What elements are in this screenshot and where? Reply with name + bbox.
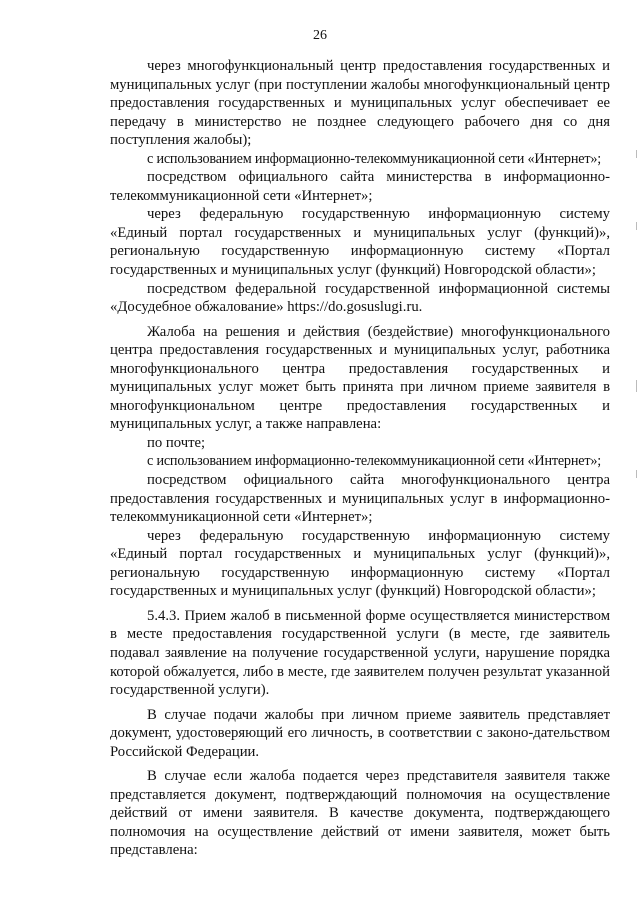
- paragraph-mfc-complaint: Жалоба на решения и действия (бездействие) многофункционального центра предоставления государственных и муниципальных услуг, работника многофункционального центра предоставления государственных и муниципальных услуг может быть принята при личном приеме заявителя в многофункциональном центре предоставления государственных и муниципальных услуг, а также направлена:: [110, 323, 610, 433]
- paragraph-personal-reception: В случае подачи жалобы при личном приеме заявитель представляет документ, удостоверяющий его личность, в соответствии с законо-дательством Российской Федерации.: [110, 706, 610, 760]
- paragraph-portals-2: через федеральную государственную информационную систему «Единый портал государственных и муниципальных услуг (функций)», региональную государственную информационную систему «Портал государственных и муниципальных услуг (функций) Новгородской области»;: [110, 527, 610, 600]
- paragraph-representative: В случае если жалоба подается через представителя заявителя также представляется документ, подтверждающий полномочия на осуществление действий от имени заявителя. В качестве документа, подтверждающего полномочия на осуществление действий от имени заявителя, может быть представлена:: [110, 768, 610, 859]
- paragraph-by-mail: по почте;: [147, 434, 206, 451]
- paragraph-portals: через федеральную государственную информационную систему «Единый портал государственных и муниципальных услуг (функций)», региональную государственную информационную систему «Портал государственных и муниципальных услуг (функций) Новгородской области»;: [110, 206, 610, 279]
- document-body: [110, 57, 610, 860]
- margin-mark: [636, 150, 637, 158]
- paragraph-pretrial-system: посредством федеральной государственной информационной системы «Досудебное обжалование» https://do.gosuslugi.ru.: [110, 280, 610, 316]
- paragraph-internet: с использованием информационно-телекоммуникационной сети «Интернет»;: [147, 150, 601, 167]
- margin-mark: [636, 380, 637, 392]
- paragraph-internet-2: с использованием информационно-телекоммуникационной сети «Интернет»;: [147, 453, 601, 470]
- paragraph-mfc-submission: через многофункциональный центр предоставления государственных и муниципальных услуг (при поступлении жалобы многофункциональный центр предоставления государственных и муниципальных услуг обеспечивает ее передачу в министерство не позднее следующего рабочего дня со дня поступления жалобы);: [110, 58, 610, 149]
- paragraph-mfc-site: посредством официального сайта многофункционального центра предоставления государственных и муниципальных услуг в информационно-телекоммуникационной сети «Интернет»;: [110, 472, 610, 526]
- paragraph-5-4-3: 5.4.3. Прием жалоб в письменной форме осуществляется министерством в месте предоставления государственной услуги (в месте, где заявитель подавал заявление на получение государственной услуги, нарушение порядка которой обжалуется, либо в месте, где заявителем получен результат указанной государственной услуги).: [110, 607, 610, 699]
- margin-mark: [636, 222, 637, 230]
- page-number: 26: [313, 28, 327, 43]
- margin-mark: [636, 470, 637, 478]
- paragraph-ministry-site: посредством официального сайта министерства в информационно-телекоммуникационной сети «Интернет»;: [110, 169, 610, 204]
